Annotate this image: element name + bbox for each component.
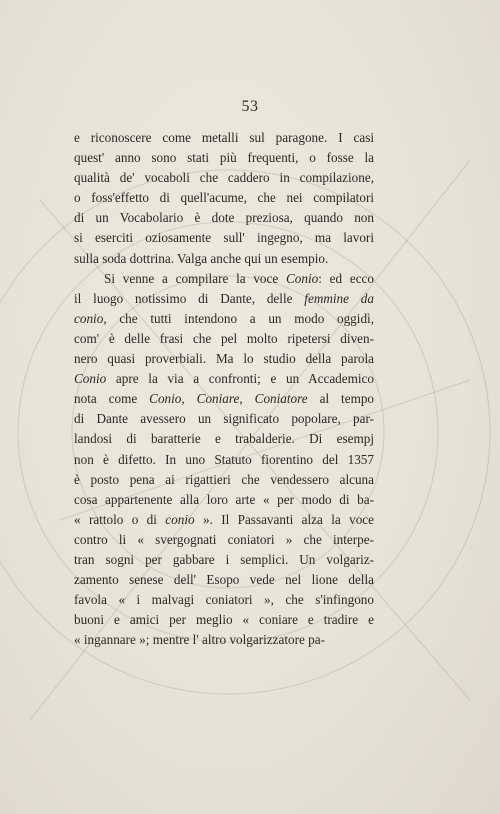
text-line: si eserciti oziosamente sull' ingegno, ma lavori [74, 230, 374, 246]
text-line: e riconoscere come metalli sul paragone. I casi [74, 130, 374, 145]
text-line: nero quasi proverbiali. Ma lo studio della parola [74, 351, 374, 367]
text-line: favola « i malvagi coniatori », che s'infingono [74, 592, 374, 608]
text-line: di un Vocabolario è dote preziosa, quando non [74, 210, 374, 226]
text-line: qualità de' vocaboli che caddero in compilazione, [74, 170, 374, 186]
text-line: Conio apre la via a confronti; e un Accademico [74, 371, 374, 387]
text-line: il luogo notissimo di Dante, delle femmine da [74, 290, 374, 306]
text-line: quest' anno sono stati più frequenti, o fosse la [74, 150, 374, 166]
text-line: buoni e amici per meglio « coniare e tradire e [74, 612, 374, 628]
text-line: tran sogni per gabbare i semplici. Un volgariz- [74, 551, 374, 567]
text-line: conio, che tutti intendono a un modo oggidì, [74, 310, 374, 326]
text-line: sulla soda dottrina. Valga anche qui un esempio. [74, 250, 329, 266]
text-line: zamento senese dell' Esopo vede nel lione della [74, 572, 374, 588]
text-line: è posto pena ai rigattieri che vendessero alcuna [74, 471, 374, 487]
text-line: « ingannare »; mentre l' altro volgarizzatore pa- [74, 632, 325, 648]
text-line: contro li « svergognati coniatori » che interpe- [74, 531, 374, 547]
page-number: 53 [241, 98, 259, 115]
text-line: nota come Conio, Coniare, Coniatore al tempo [74, 391, 375, 407]
text-line: « rattolo o di conio ». Il Passavanti alza la voce [74, 511, 374, 527]
text-line: Si venne a compilare la voce Conio: ed ecco [104, 270, 374, 286]
text-line: cosa appartenente alla loro arte « per modo di ba- [74, 491, 374, 507]
text-line: non è difetto. In uno Statuto fiorentino del 1357 [74, 451, 374, 467]
text-line: landosi di baratterie e trabalderie. Di esempj [74, 431, 374, 447]
body-text [74, 128, 374, 650]
text-line: di Dante avessero un significato popolare, par- [74, 411, 374, 427]
text-line: com' è delle frasi che pel molto ripetersi diven- [74, 330, 374, 346]
text-line: o foss'effetto di quell'acume, che nei compilatori [74, 190, 374, 206]
